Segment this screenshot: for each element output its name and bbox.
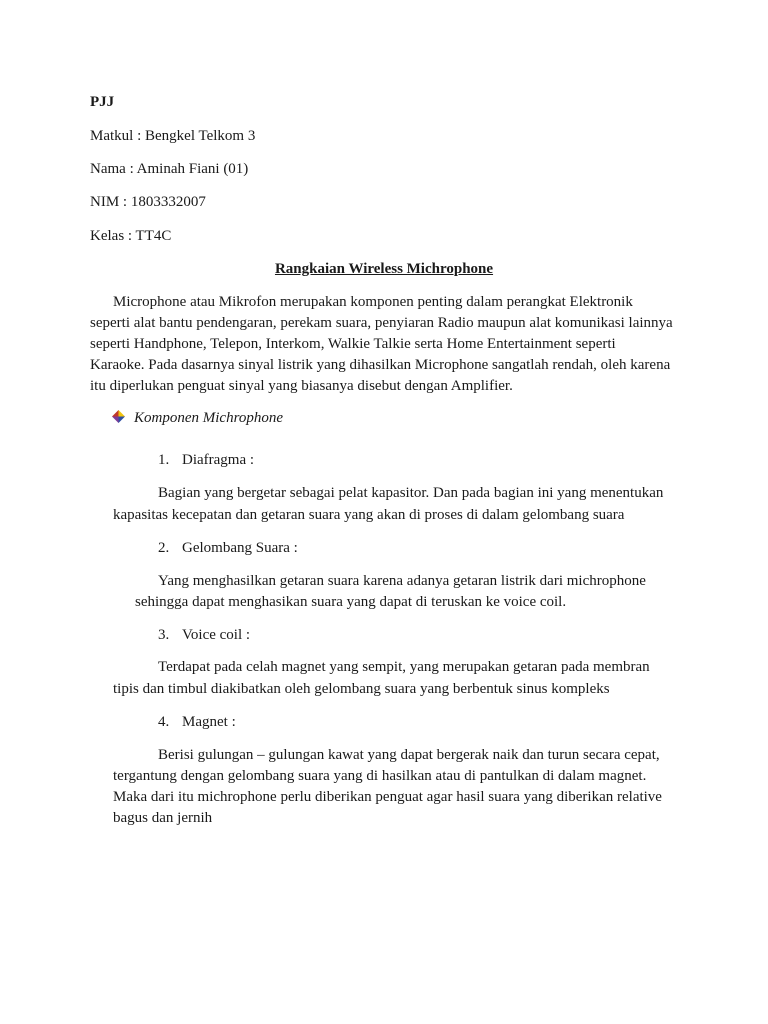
section-heading: Komponen Michrophone [134, 410, 284, 426]
course-line: Matkul : Bengkel Telkom 3 [90, 128, 256, 144]
list-item-body-line: tipis dan timbul diakibatkan oleh gelombang suara yang berbentuk sinus kompleks [113, 681, 610, 697]
intro-paragraph-line: Microphone atau Mikrofon merupakan komponen penting dalam perangkat Elektronik [113, 294, 633, 310]
intro-paragraph-line: itu diperlukan penguat sinyal yang biasanya disebut dengan Amplifier. [90, 378, 513, 394]
list-item-heading [158, 712, 236, 732]
intro-paragraph-line: Karaoke. Pada dasarnya sinyal listrik yang dihasilkan Microphone sangatlah rendah, oleh karena [90, 357, 671, 373]
section-bullet [112, 408, 283, 428]
list-item-number: 2. [158, 540, 170, 556]
list-item-body-line: Yang menghasilkan getaran suara karena adanya getaran listrik dari michrophone [158, 573, 646, 589]
bullet-segment-purple [112, 417, 119, 424]
list-item-title: Gelombang Suara : [182, 540, 298, 556]
list-item-body-line: tergantung dengan gelombang suara yang di hasilkan atau di pantulkan di dalam magnet. [113, 768, 647, 784]
list-item-heading [158, 625, 250, 645]
list-item-heading [158, 450, 254, 470]
document-code: PJJ [90, 94, 115, 110]
list-item-body-line: Terdapat pada celah magnet yang sempit, yang merupakan getaran pada membran [158, 659, 650, 675]
list-item-body-line: Berisi gulungan – gulungan kawat yang dapat bergerak naik dan turun secara cepat, [158, 747, 660, 763]
list-item-number: 1. [158, 452, 170, 468]
list-item-number: 4. [158, 714, 170, 730]
list-item-title: Voice coil : [182, 627, 251, 643]
list-item-title: Diafragma : [182, 452, 255, 468]
intro-paragraph-line: seperti alat bantu pendengaran, perekam suara, penyiaran Radio maupun alat komunikasi lainnya [90, 315, 673, 331]
four-color-bullet-icon [112, 410, 125, 423]
list-item-body-line: Bagian yang bergetar sebagai pelat kapasitor. Dan pada bagian ini yang menentukan [158, 485, 664, 501]
intro-paragraph-line: seperti Handphone, Telepon, Interkom, Walkie Talkie serta Home Entertainment seperti [90, 336, 616, 352]
list-item-heading [158, 538, 298, 558]
bullet-segment-red [112, 410, 119, 417]
list-item-number: 3. [158, 627, 170, 643]
student-name-line: Nama : Aminah Fiani (01) [90, 161, 249, 177]
student-id-line: NIM : 1803332007 [90, 194, 206, 210]
list-item-body-line: bagus dan jernih [113, 810, 213, 826]
bullet-segment-yellow [119, 410, 126, 417]
list-item-title: Magnet : [182, 714, 236, 730]
list-item-body-line: sehingga dapat menghasikan suara yang dapat di teruskan ke voice coil. [135, 594, 567, 610]
document-title: Rangkaian Wireless Michrophone [274, 261, 494, 277]
bullet-segment-blue [119, 417, 126, 424]
list-item-body-line: kapasitas kecepatan dan getaran suara yang akan di proses di dalam gelombang suara [113, 507, 625, 523]
list-item-body-line: Maka dari itu michrophone perlu diberikan penguat agar hasil suara yang diberikan relative [113, 789, 662, 805]
class-line: Kelas : TT4C [90, 228, 172, 244]
